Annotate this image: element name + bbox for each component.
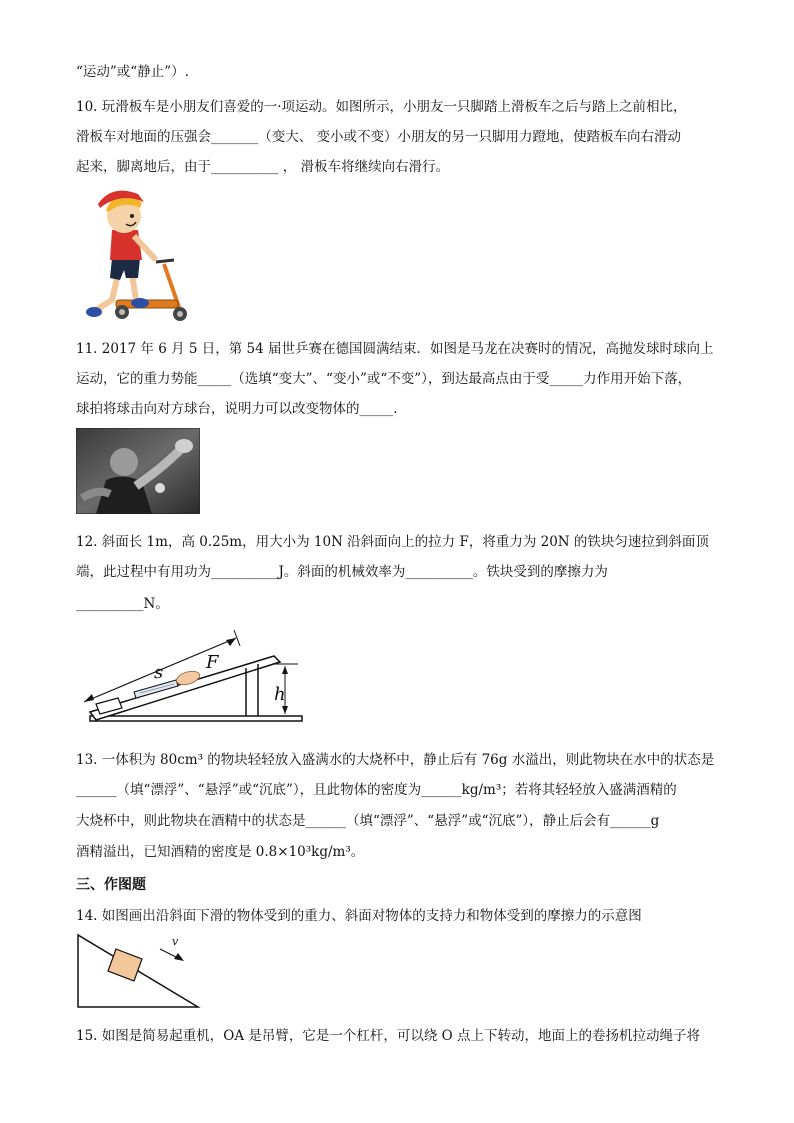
question-10-line2: 滑板车对地面的压强会_______（变大、 变小或不变）小朋友的另一只脚用力蹬地，使踏板车向右滑动 (76, 129, 682, 145)
section-heading: 三、作图题 (76, 877, 146, 893)
incline-h-label: h (274, 684, 286, 705)
question-10-line1: 10. 玩滑板车是小朋友们喜爱的一·项运动。如图所示，小朋友一只脚踏上滑板车之后与踏上之前相比， (76, 99, 687, 115)
question-11-line1: 11. 2017 年 6 月 5 日，第 54 届世乒赛在德国圆满结束．如图是马龙在决赛时的情况，高抛发球时球向上 (76, 341, 714, 357)
question-11-line2: 运动，它的重力势能_____（选填“变大”、“变小”或“不变”），到达最高点由于受_____力作用开始下落， (76, 371, 692, 387)
question-10-line3: 起来，脚离地后，由于__________ ， 滑板车将继续向右滑行。 (76, 159, 450, 175)
incline-figure (76, 628, 308, 726)
incline-f-label: F (206, 652, 219, 673)
question-12-line2: 端，此过程中有用功为__________J。斜面的机械效率为__________。铁块受到的摩擦力为 (76, 564, 608, 580)
slope-v-label: v (172, 935, 179, 948)
question-13-line2: ______（填“漂浮”、“悬浮”或“沉底”），且此物体的密度为______kg/m³；若将其轻轻放入盛满酒精的 (76, 782, 677, 798)
text-line: “运动”或“静止”）. (76, 64, 189, 80)
question-12-line3: __________N。 (76, 596, 169, 612)
question-13-line4: 酒精溢出，已知酒精的密度是 0.8×10³kg/m³。 (76, 844, 365, 860)
question-15-line1: 15. 如图是简易起重机，OA 是吊臂，它是一个杠杆，可以绕 O 点上下转动，地面上的卷扬机拉动绳子将 (76, 1028, 701, 1044)
incline-s-label: s (154, 662, 164, 683)
question-11-line3: 球拍将球击向对方球台，说明力可以改变物体的_____. (76, 401, 398, 417)
slope-block-figure (76, 933, 202, 1011)
scooter-child-figure (76, 182, 196, 324)
table-tennis-photo (76, 428, 200, 514)
question-12-line1: 12. 斜面长 1m，高 0.25m，用大小为 10N 沿斜面向上的拉力 F，将重力为 20N 的铁块匀速拉到斜面顶 (76, 534, 709, 550)
question-13-line3: 大烧杯中，则此物块在酒精中的状态是______（填“漂浮”、“悬浮”或“沉底”），静止后会有______g (76, 813, 660, 829)
question-14-line1: 14. 如图画出沿斜面下滑的物体受到的重力、斜面对物体的支持力和物体受到的摩擦力的示意图 (76, 908, 642, 924)
question-13-line1: 13. 一体积为 80cm³ 的物块轻轻放入盛满水的大烧杯中，静止后有 76g 水溢出，则此物块在水中的状态是 (76, 752, 715, 768)
